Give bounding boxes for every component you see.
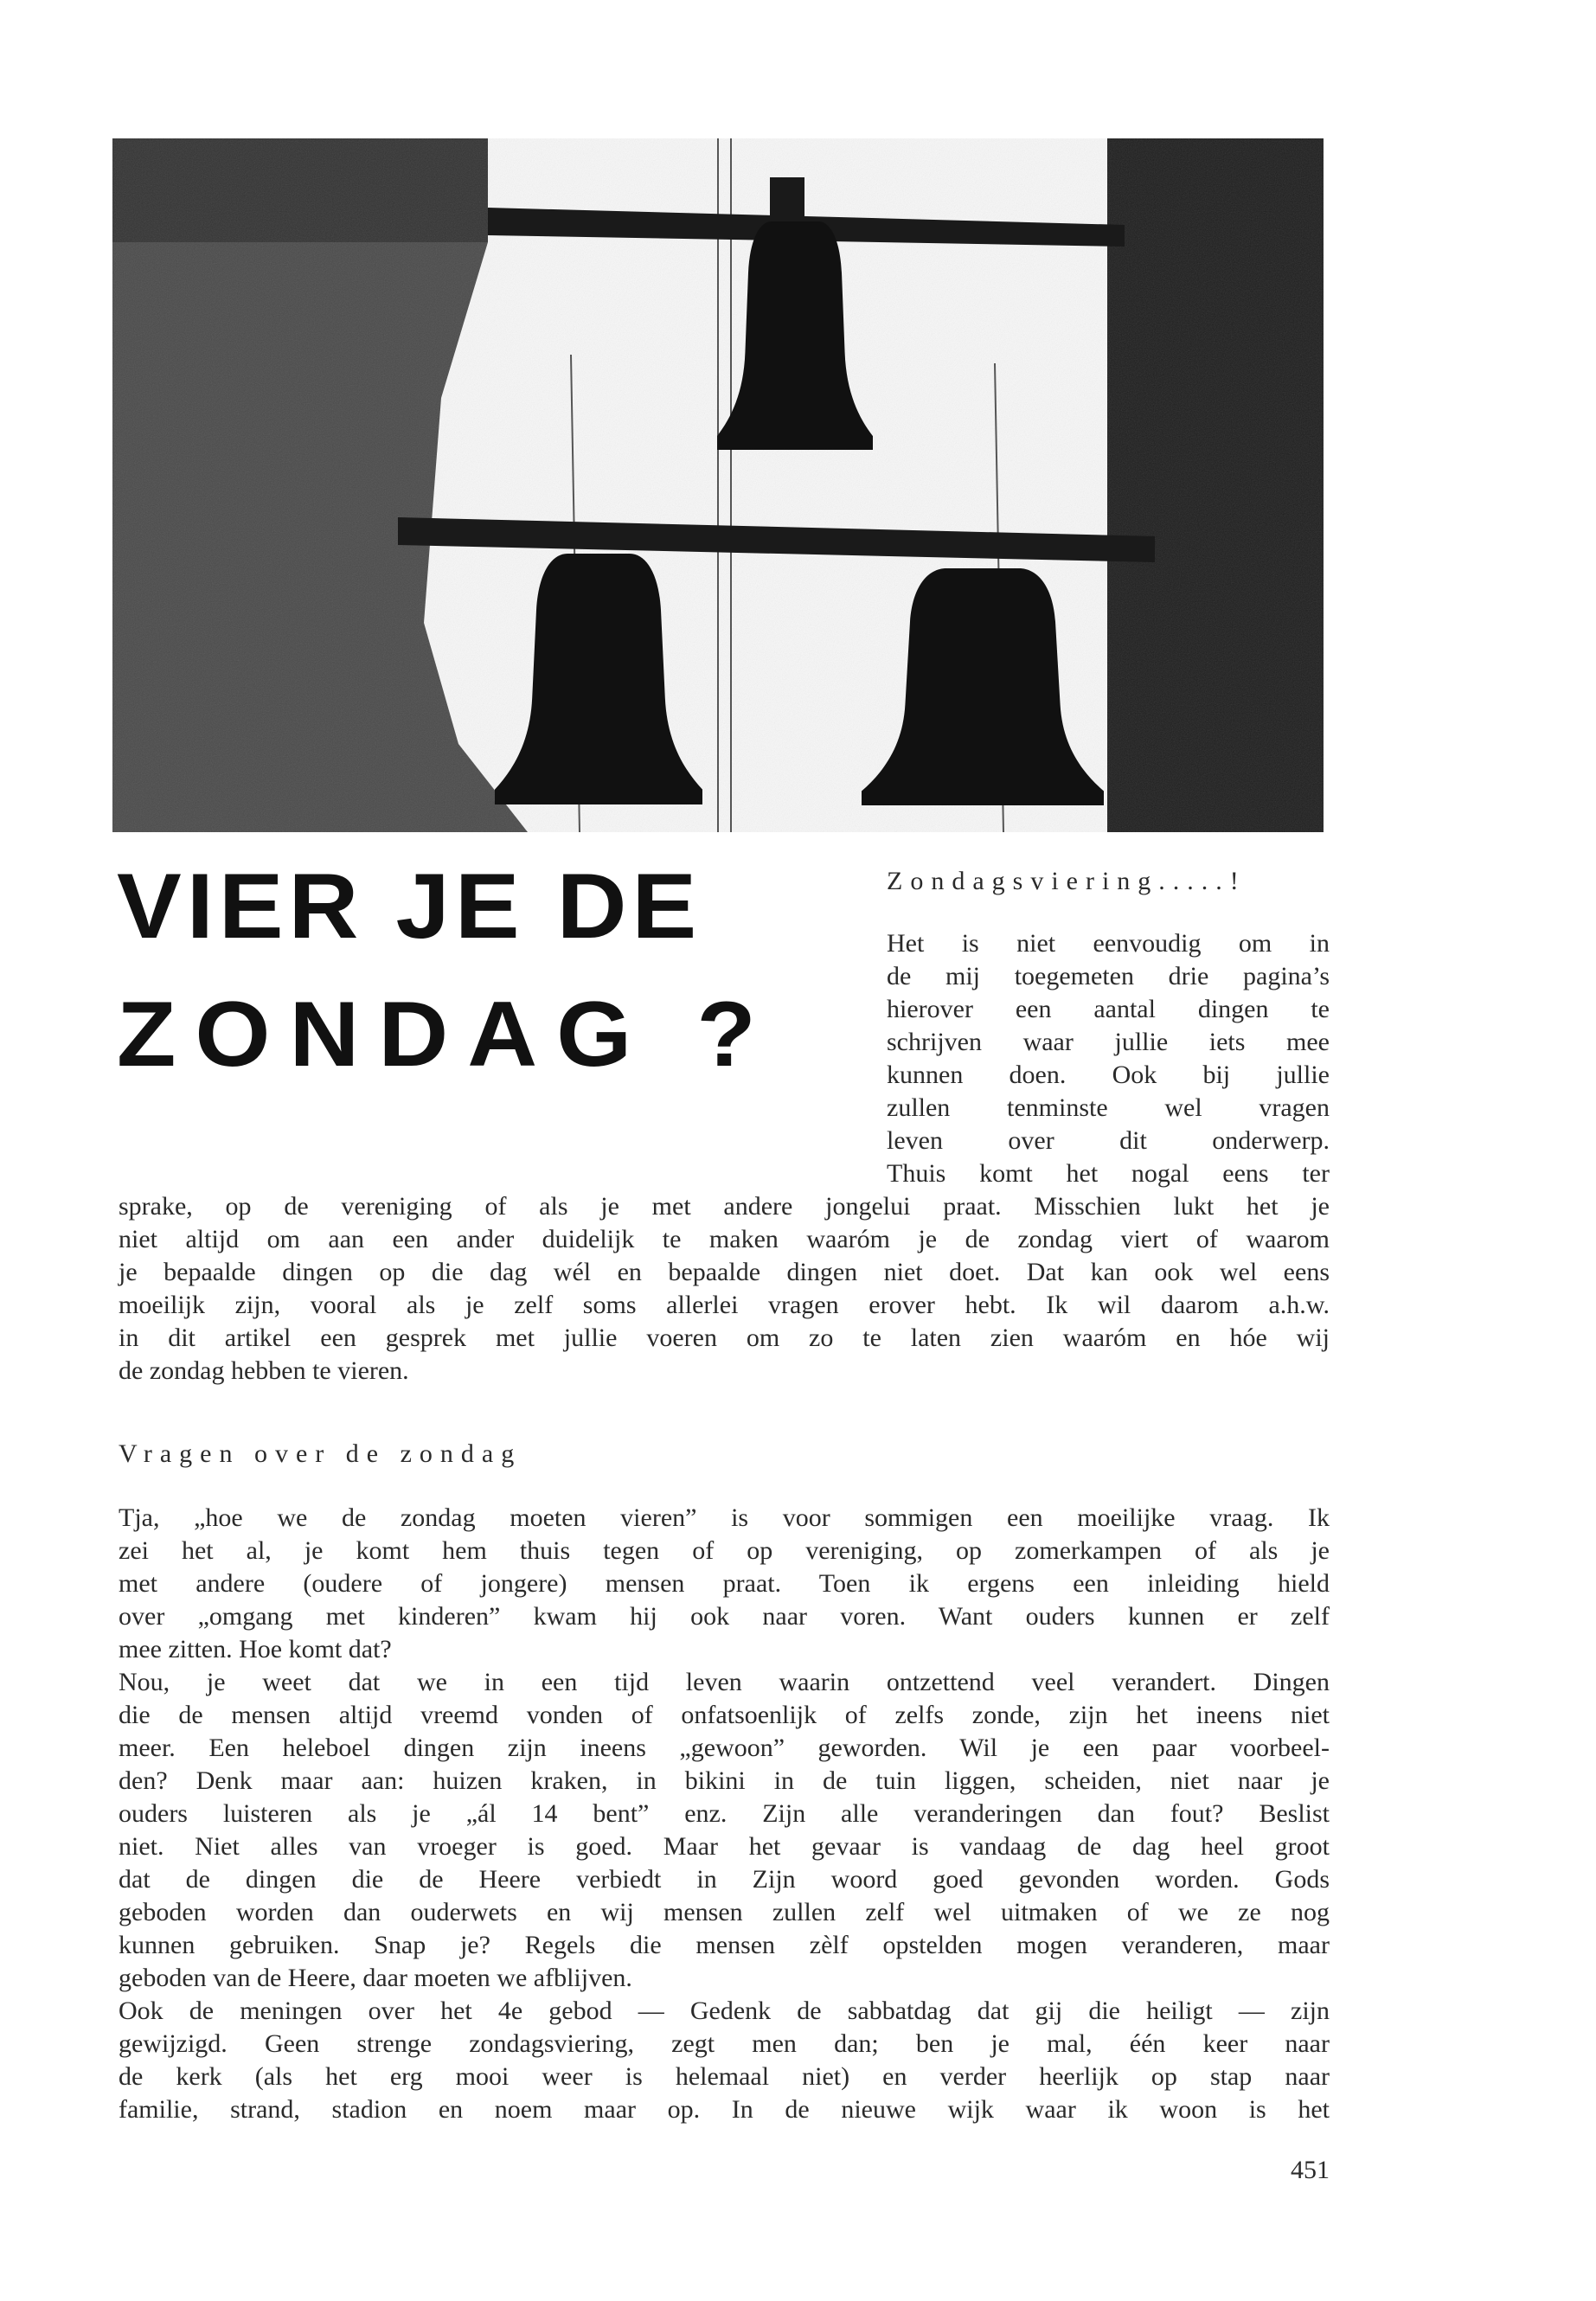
text-line: zei het al, je komt hem thuis tegen of op vereniging, op zomerkampen of als je [119,1536,1330,1565]
text-line: kunnen gebruiken. Snap je? Regels die mensen zèlf opstelden mogen veranderen, maar [119,1931,1330,1959]
text-line: sprake, op de vereniging of als je met andere jongelui praat. Misschien lukt het je [119,1192,1330,1221]
text-line: moeilijk zijn, vooral als je zelf soms allerlei vragen erover hebt. Ik wil daarom a.h.w. [119,1291,1330,1319]
text-line: dat de dingen die de Heere verbiedt in Zijn woord goed gevonden worden. Gods [119,1865,1330,1894]
page-number: 451 [1291,2156,1330,2184]
text-line: Het is niet eenvoudig om in [887,929,1330,958]
text-line: kunnen doen. Ook bij jullie [887,1061,1330,1089]
bells-photo [112,138,1324,832]
article-title-line-1: VIER JE DE [117,855,702,958]
text-line: geboden worden dan ouderwets en wij mensen zullen zelf wel uitmaken of we ze nog [119,1898,1330,1926]
text-line: die de mensen altijd vreemd vonden of onfatsoenlijk of zelfs zonde, zijn het ineens niet [119,1701,1330,1729]
text-line: ouders luisteren als je „ál 14 bent” enz. Zijn alle veranderingen dan fout? Beslist [119,1799,1330,1828]
text-line: Ook de meningen over het 4e gebod — Gedenk de sabbatdag dat gij die heiligt — zijn [119,1997,1330,2025]
text-line: zullen tenminste wel vragen [887,1093,1330,1122]
section-heading: Vragen over de zondag [119,1439,522,1468]
text-line: Nou, je weet dat we in een tijd leven waarin ontzettend veel verandert. Dingen [119,1668,1330,1696]
text-line: niet altijd om aan een ander duidelijk te maken waaróm je de zondag viert of waarom [119,1225,1330,1253]
text-line: leven over dit onderwerp. [887,1126,1330,1155]
text-line: niet. Niet alles van vroeger is goed. Maar het gevaar is vandaag de dag heel groot [119,1832,1330,1861]
article-title-line-2: ZONDAG ? [117,983,775,1086]
text-line: schrijven waar jullie iets mee [887,1028,1330,1056]
text-line: hierover een aantal dingen te [887,995,1330,1023]
text-line: je bepaalde dingen op die dag wél en bepaalde dingen niet doet. Dat kan ook wel eens [119,1258,1330,1286]
text-line: de zondag hebben te vieren. [119,1356,409,1385]
text-line: de kerk (als het erg mooi weer is helemaal niet) en verder heerlijk op stap naar [119,2062,1330,2091]
text-line: over „omgang met kinderen” kwam hij ook naar voren. Want ouders kunnen er zelf [119,1602,1330,1631]
text-line: den? Denk maar aan: huizen kraken, in bikini in de tuin liggen, scheiden, niet naar je [119,1766,1330,1795]
intro-heading: Zondagsviering.....! [887,867,1247,895]
text-line: met andere (oudere of jongere) mensen praat. Toen ik ergens een inleiding hield [119,1569,1330,1598]
text-line: in dit artikel een gesprek met jullie voeren om zo te laten zien waaróm en hóe wij [119,1324,1330,1352]
text-line: de mij toegemeten drie pagina’s [887,962,1330,990]
text-line: Thuis komt het nogal eens ter [887,1159,1330,1188]
text-line: meer. Een heleboel dingen zijn ineens „gewoon” geworden. Wil je een paar voorbeel- [119,1734,1330,1762]
text-line: geboden van de Heere, daar moeten we afblijven. [119,1964,632,1992]
text-line: Tja, „hoe we de zondag moeten vieren” is voor sommigen een moeilijke vraag. Ik [119,1503,1330,1532]
text-line: mee zitten. Hoe komt dat? [119,1635,392,1663]
text-line: gewijzigd. Geen strenge zondagsviering, zegt men dan; ben je mal, één keer naar [119,2029,1330,2058]
text-line: familie, strand, stadion en noem maar op. In de nieuwe wijk waar ik woon is het [119,2095,1330,2124]
